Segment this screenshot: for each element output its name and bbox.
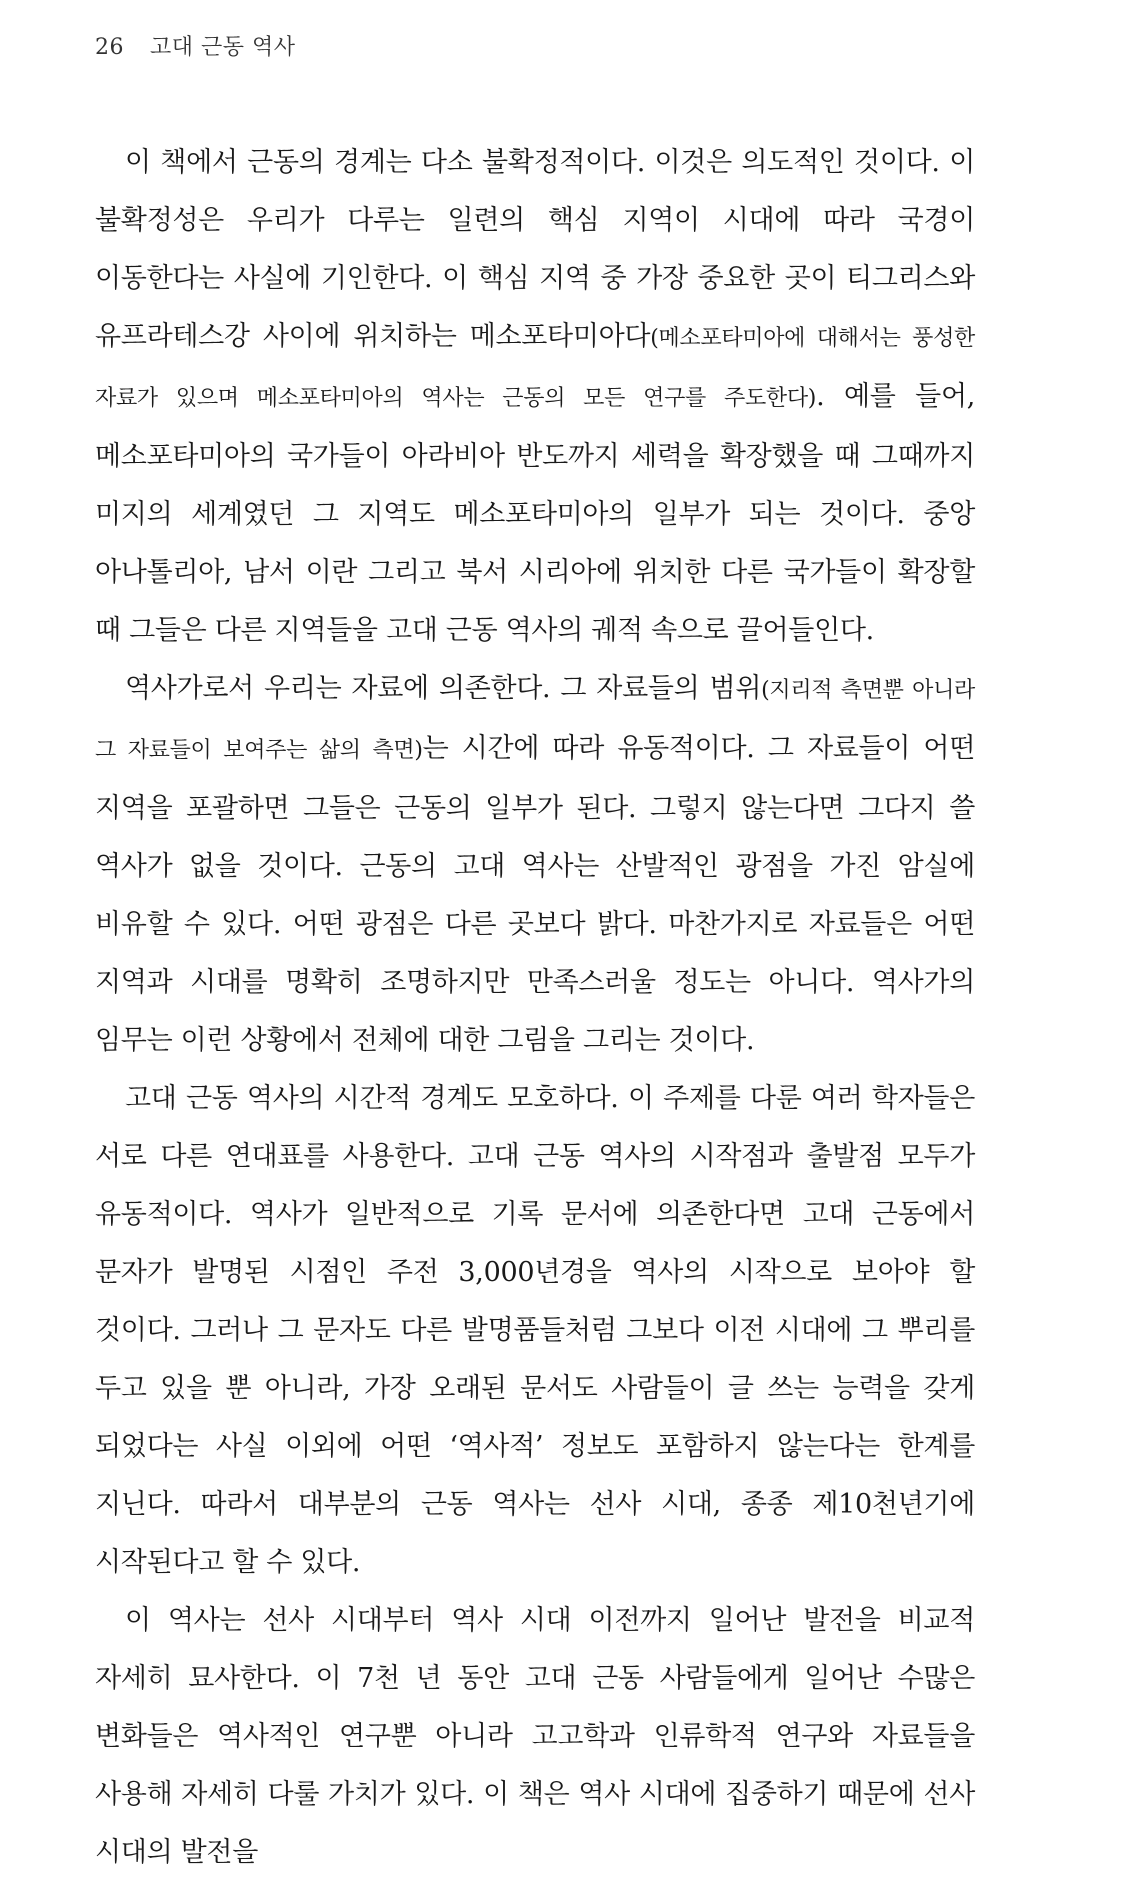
paragraph-1-parenthetical: (메소포타미아에 대해서는 풍성한 자료가 있으며 메소포타미아의 역사는 근동의 모든 연구를 주도한다)	[95, 326, 975, 411]
paragraph-1	[95, 134, 975, 660]
body-text	[95, 134, 975, 1882]
page-number: 26	[95, 35, 124, 60]
paragraph-3-text: 고대 근동 역사의 시간적 경계도 모호하다. 이 주제를 다룬 여러 학자들은 서로 다른 연대표를 사용한다. 고대 근동 역사의 시작점과 출발점 모두가 유동적이다. 역사가 일반적으로 기록 문서에 의존한다면 고대 근동에서 문자가 발명된 시점인 주전 3,000년경을 역사의 시작으로 보아야 할 것이다. 그러나 그 문자도 다른 발명품들처럼 그보다 이전 시대에 그 뿌리를 두고 있을 뿐 아니라, 가장 오래된 문서도 사람들이 글 쓰는 능력을 갖게 되었다는 사실 이외에 어떤 ‘역사적’ 정보도 포함하지 않는다는 한계를 지닌다. 따라서 대부분의 근동 역사는 선사 시대, 종종 제10천년기에 시작된다고 할 수 있다.	[95, 1083, 975, 1578]
paragraph-1-text-continued: . 예를 들어, 메소포타미아의 국가들이 아라비아 반도까지 세력을 확장했을 때 그때까지 미지의 세계였던 그 지역도 메소포타미아의 일부가 되는 것이다. 중앙 아나톨리아, 남서 이란 그리고 북서 시리아에 위치한 다른 국가들이 확장할 때 그들은 다른 지역들을 고대 근동 역사의 궤적 속으로 끌어들인다.	[95, 381, 976, 646]
running-head	[95, 30, 296, 61]
paragraph-2-parenthetical: (지리적 측면뿐 아니라 그 자료들이 보여주는 삶의 측면)	[95, 678, 975, 763]
running-title: 고대 근동 역사	[150, 35, 296, 60]
paragraph-2	[95, 660, 975, 1070]
paragraph-3	[95, 1070, 975, 1592]
paragraph-2-text-continued: 는 시간에 따라 유동적이다. 그 자료들이 어떤 지역을 포괄하면 그들은 근동의 일부가 된다. 그렇지 않는다면 그다지 쓸 역사가 없을 것이다. 근동의 고대 역사는 산발적인 광점을 가진 암실에 비유할 수 있다. 어떤 광점은 다른 곳보다 밝다. 마찬가지로 자료들은 어떤 지역과 시대를 명확히 조명하지만 만족스러울 정도는 아니다. 역사가의 임무는 이런 상황에서 전체에 대한 그림을 그리는 것이다.	[95, 733, 975, 1056]
paragraph-4	[95, 1592, 975, 1882]
paragraph-4-text: 이 역사는 선사 시대부터 역사 시대 이전까지 일어난 발전을 비교적 자세히 묘사한다. 이 7천 년 동안 고대 근동 사람들에게 일어난 수많은 변화들은 역사적인 연구뿐 아니라 고고학과 인류학적 연구와 자료들을 사용해 자세히 다룰 가치가 있다. 이 책은 역사 시대에 집중하기 때문에 선사 시대의 발전을	[95, 1605, 975, 1868]
paragraph-1-text: 이 책에서 근동의 경계는 다소 불확정적이다. 이것은 의도적인 것이다. 이 불확정성은 우리가 다루는 일련의 핵심 지역이 시대에 따라 국경이 이동한다는 사실에 기인한다. 이 핵심 지역 중 가장 중요한 곳이 티그리스와 유프라테스강 사이에 위치하는 메소포타미아다	[95, 147, 975, 352]
paragraph-2-text: 역사가로서 우리는 자료에 의존한다. 그 자료들의 범위	[125, 673, 762, 704]
